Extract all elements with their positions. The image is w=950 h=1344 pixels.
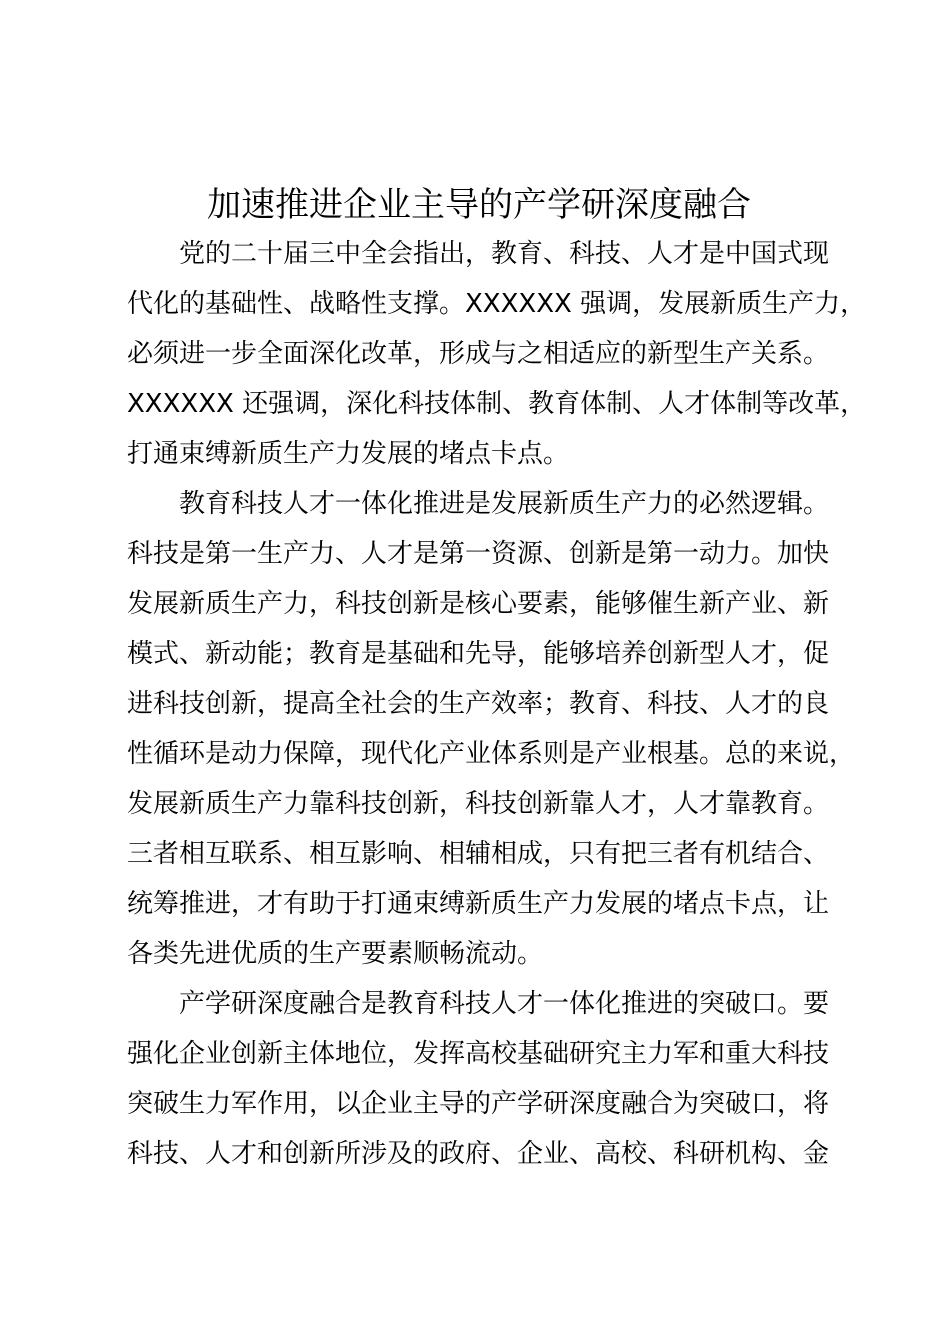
text-line: 教育科技人才一体化推进是发展新质生产力的必然逻辑。: [127, 489, 830, 519]
text-line: 发展新质生产力靠科技创新，科技创新靠人才，人才靠教育。: [127, 789, 830, 819]
text-line: 统筹推进，才有助于打通束缚新质生产力发展的堵点卡点，让: [127, 889, 830, 919]
text-line: XXXXXX 还强调，深化科技体制、教育体制、人才体制等改革，: [127, 389, 867, 419]
text-line: 进科技创新，提高全社会的生产效率；教育、科技、人才的良: [127, 689, 830, 719]
text-line: 突破生力军作用，以企业主导的产学研深度融合为突破口，将: [127, 1089, 830, 1119]
text-line: 产学研深度融合是教育科技人才一体化推进的突破口。要: [127, 989, 830, 1019]
document-title: 加速推进企业主导的产学研深度融合: [207, 185, 751, 225]
text-line: 科技是第一生产力、人才是第一资源、创新是第一动力。加快: [127, 539, 830, 569]
text-line: 发展新质生产力，科技创新是核心要素，能够催生新产业、新: [127, 589, 830, 619]
text-line: 三者相互联系、相互影响、相辅相成，只有把三者有机结合、: [127, 839, 830, 869]
text-line: 打通束缚新质生产力发展的堵点卡点。: [127, 439, 570, 469]
text-line: 各类先进优质的生产要素顺畅流动。: [127, 939, 544, 969]
text-line: 模式、新动能；教育是基础和先导，能够培养创新型人才，促: [127, 639, 830, 669]
text-line: 强化企业创新主体地位，发挥高校基础研究主力军和重大科技: [127, 1039, 830, 1069]
text-line: 党的二十届三中全会指出，教育、科技、人才是中国式现: [127, 239, 830, 269]
text-line: 性循环是动力保障，现代化产业体系则是产业根基。总的来说，: [127, 739, 856, 769]
text-line: 代化的基础性、战略性支撑。XXXXXX 强调，发展新质生产力，: [127, 289, 867, 319]
text-line: 必须进一步全面深化改革，形成与之相适应的新型生产关系。: [127, 339, 830, 369]
text-line: 科技、人才和创新所涉及的政府、企业、高校、科研机构、金: [127, 1139, 830, 1169]
